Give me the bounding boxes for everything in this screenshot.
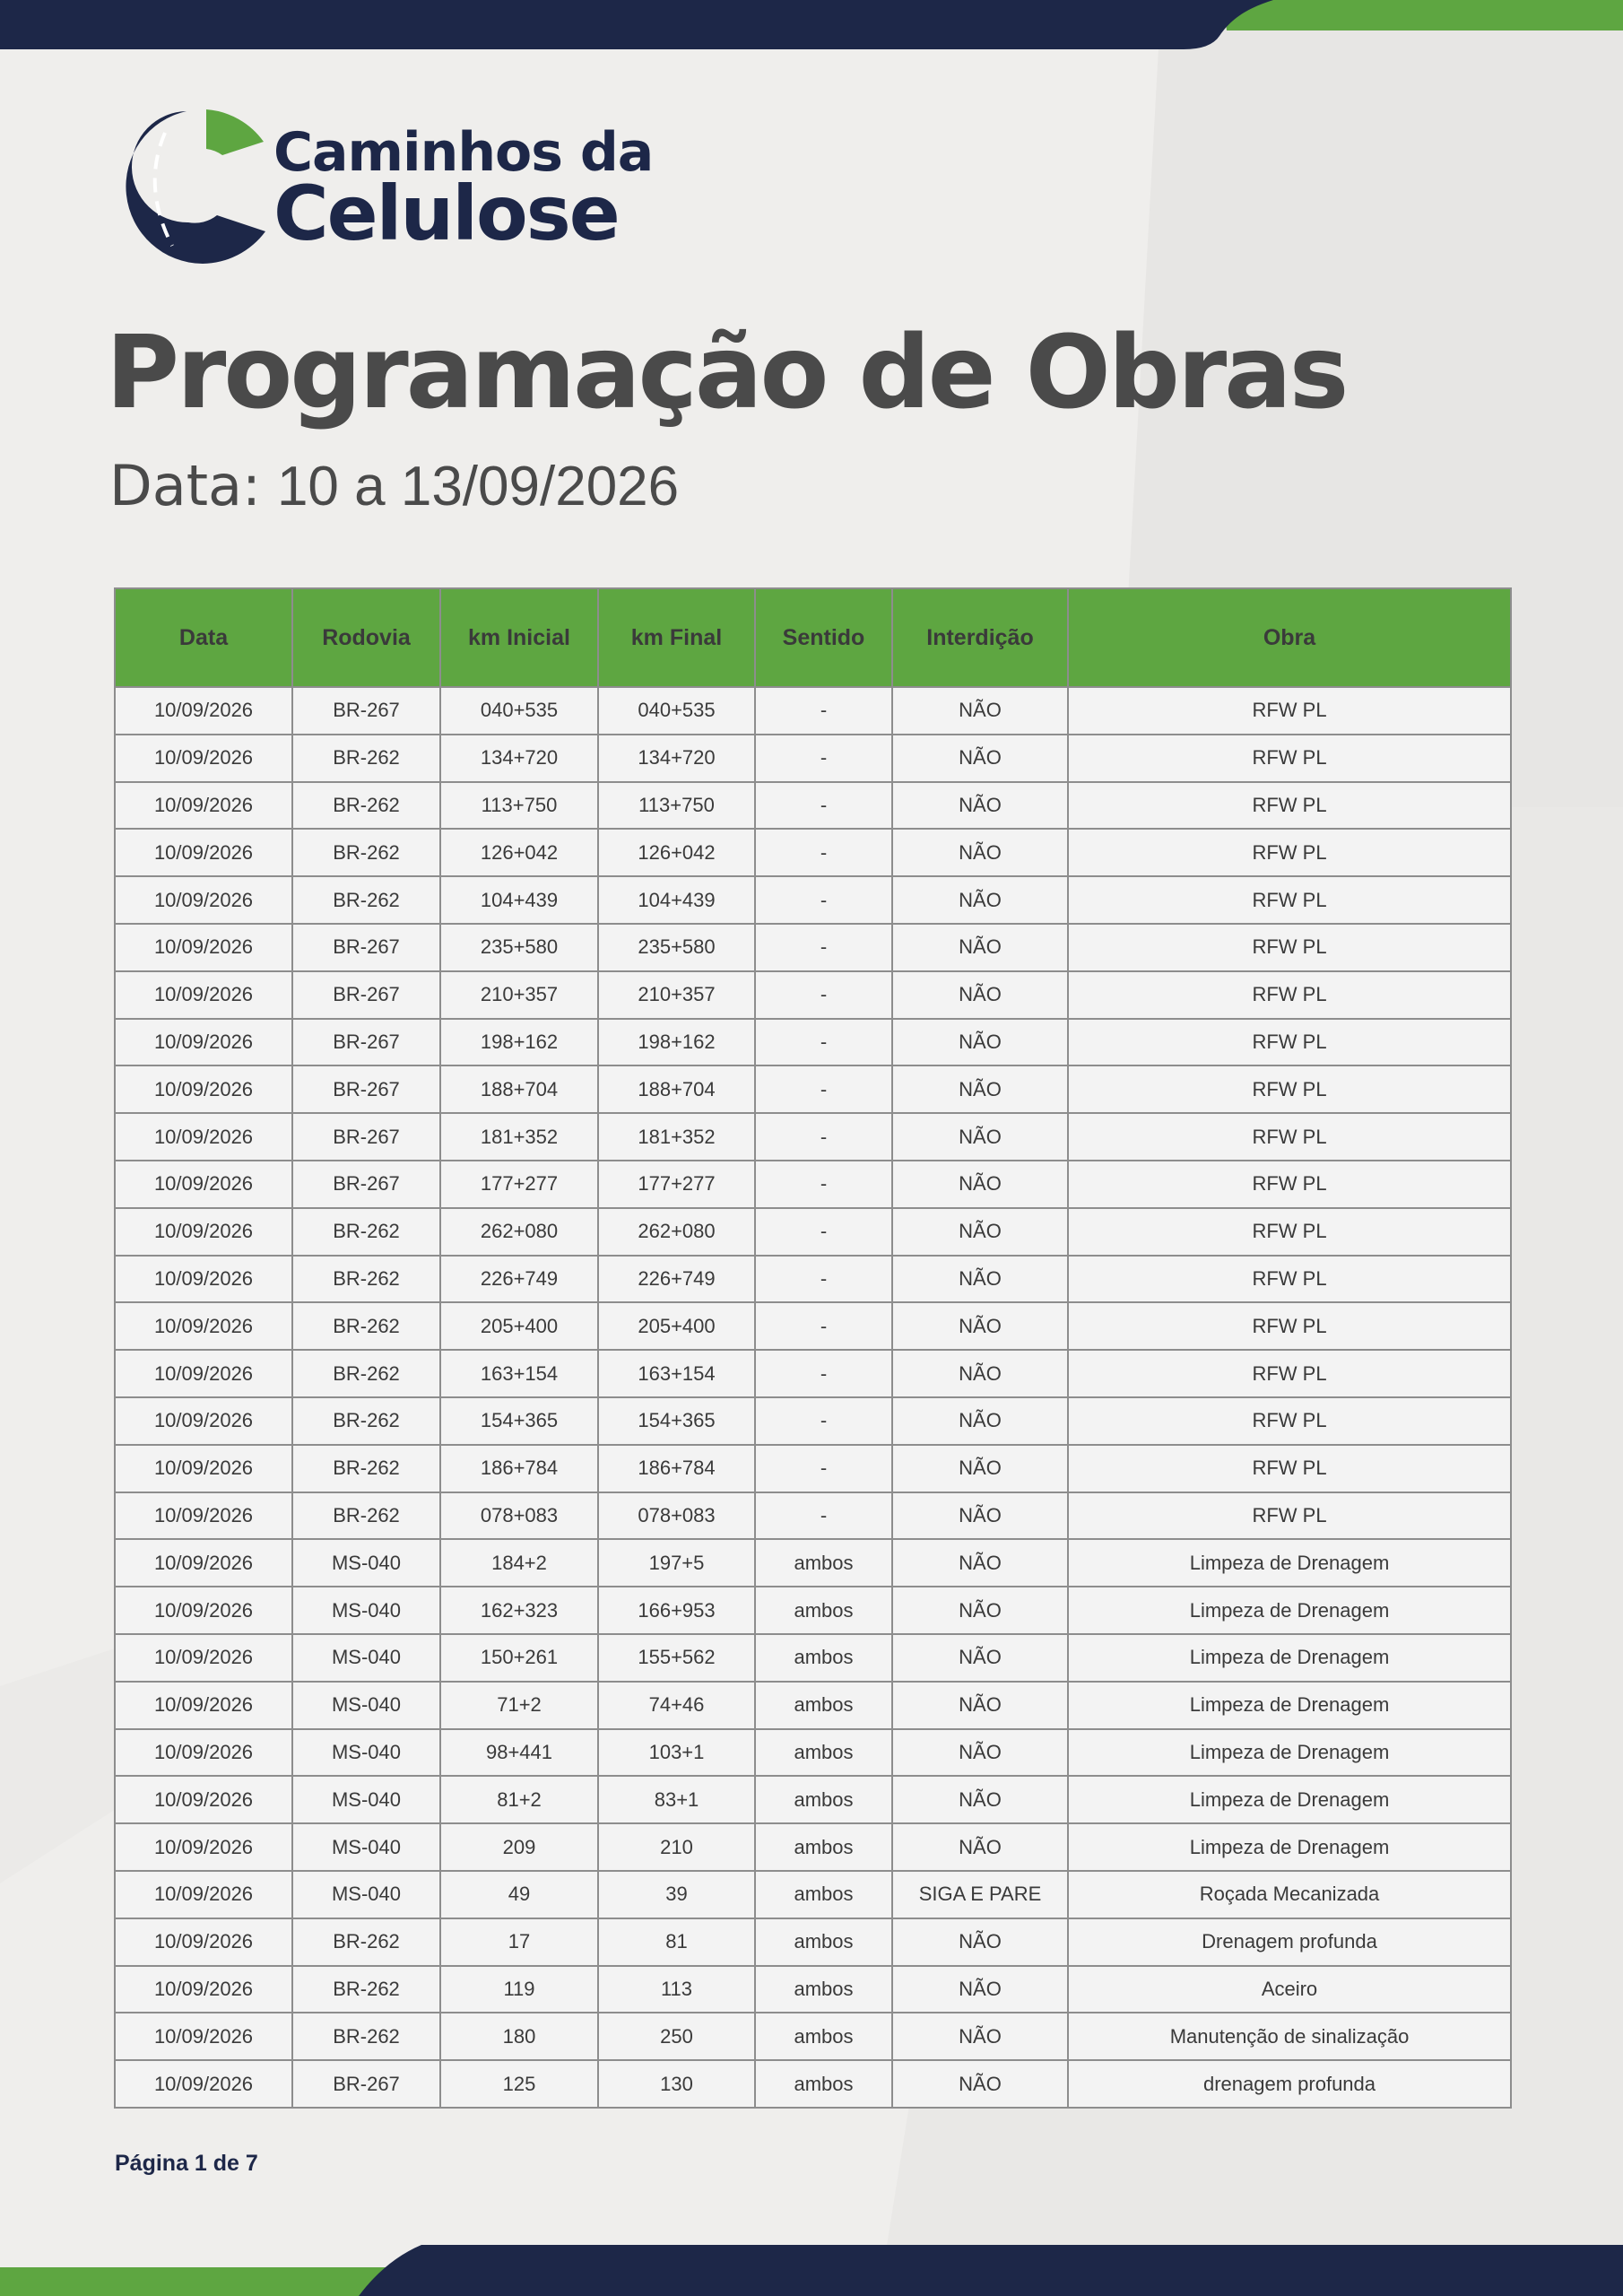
cell-sentido: - (755, 1208, 892, 1256)
cell-rodovia: BR-262 (292, 2013, 440, 2060)
cell-km-inicial: 078+083 (440, 1492, 598, 1540)
cell-date: 10/09/2026 (115, 1539, 292, 1587)
cell-obra: RFW PL (1068, 1445, 1511, 1492)
works-schedule-table (114, 587, 1512, 2109)
table-header-row (115, 588, 1511, 687)
cell-km-inicial: 104+439 (440, 876, 598, 924)
cell-rodovia: MS-040 (292, 1634, 440, 1682)
cell-km-inicial: 49 (440, 1871, 598, 1918)
cell-sentido: - (755, 829, 892, 876)
cell-km-final: 113 (598, 1966, 755, 2013)
cell-sentido: - (755, 735, 892, 782)
cell-interdicao: NÃO (892, 1256, 1068, 1303)
cell-km-inicial: 177+277 (440, 1161, 598, 1208)
bottom-banner (0, 2245, 1623, 2296)
cell-sentido: ambos (755, 1918, 892, 1966)
cell-km-final: 155+562 (598, 1634, 755, 1682)
cell-km-final: 177+277 (598, 1161, 755, 1208)
cell-date: 10/09/2026 (115, 1445, 292, 1492)
cell-obra: Limpeza de Drenagem (1068, 1682, 1511, 1729)
cell-date: 10/09/2026 (115, 1823, 292, 1871)
cell-km-inicial: 205+400 (440, 1302, 598, 1350)
cell-km-inicial: 154+365 (440, 1397, 598, 1445)
table-row (115, 1539, 1511, 1587)
page-title: Programação de Obras (106, 315, 1347, 431)
cell-obra: Limpeza de Drenagem (1068, 1634, 1511, 1682)
cell-km-final: 83+1 (598, 1776, 755, 1823)
table-row (115, 1208, 1511, 1256)
cell-sentido: - (755, 1302, 892, 1350)
cell-obra: RFW PL (1068, 687, 1511, 735)
cell-sentido: - (755, 1113, 892, 1161)
cell-rodovia: BR-262 (292, 1302, 440, 1350)
cell-interdicao: NÃO (892, 1966, 1068, 2013)
cell-sentido: - (755, 1397, 892, 1445)
column-header-rodovia: Rodovia (292, 588, 440, 687)
cell-date: 10/09/2026 (115, 1776, 292, 1823)
cell-km-inicial: 81+2 (440, 1776, 598, 1823)
cell-obra: Aceiro (1068, 1966, 1511, 2013)
cell-rodovia: BR-262 (292, 876, 440, 924)
cell-sentido: - (755, 1065, 892, 1113)
cell-km-final: 198+162 (598, 1019, 755, 1066)
column-header-km-final: km Final (598, 588, 755, 687)
cell-interdicao: NÃO (892, 782, 1068, 830)
cell-date: 10/09/2026 (115, 1871, 292, 1918)
cell-date: 10/09/2026 (115, 1019, 292, 1066)
cell-date: 10/09/2026 (115, 1634, 292, 1682)
cell-km-final: 104+439 (598, 876, 755, 924)
cell-date: 10/09/2026 (115, 735, 292, 782)
cell-obra: Limpeza de Drenagem (1068, 1587, 1511, 1634)
cell-sentido: ambos (755, 2060, 892, 2108)
cell-interdicao: NÃO (892, 735, 1068, 782)
cell-sentido: - (755, 1019, 892, 1066)
cell-rodovia: BR-262 (292, 1492, 440, 1540)
cell-km-final: 205+400 (598, 1302, 755, 1350)
cell-date: 10/09/2026 (115, 782, 292, 830)
table-row (115, 829, 1511, 876)
cell-interdicao: NÃO (892, 2013, 1068, 2060)
date-label: Data: (109, 453, 261, 518)
table-row (115, 1871, 1511, 1918)
table-row (115, 971, 1511, 1019)
cell-date: 10/09/2026 (115, 1966, 292, 2013)
cell-sentido: - (755, 876, 892, 924)
cell-km-inicial: 226+749 (440, 1256, 598, 1303)
cell-sentido: ambos (755, 1539, 892, 1587)
cell-km-inicial: 98+441 (440, 1729, 598, 1777)
cell-km-final: 188+704 (598, 1065, 755, 1113)
cell-interdicao: NÃO (892, 1823, 1068, 1871)
table-row (115, 924, 1511, 971)
cell-obra: Limpeza de Drenagem (1068, 1539, 1511, 1587)
cell-obra: Limpeza de Drenagem (1068, 1776, 1511, 1823)
logo-line1: Caminhos da (273, 121, 654, 184)
table-row (115, 1682, 1511, 1729)
column-header-date: Data (115, 588, 292, 687)
logo-line2: Celulose (273, 170, 619, 257)
cell-date: 10/09/2026 (115, 971, 292, 1019)
table-header (115, 588, 1511, 687)
cell-km-final: 262+080 (598, 1208, 755, 1256)
cell-km-inicial: 188+704 (440, 1065, 598, 1113)
column-header-obra: Obra (1068, 588, 1511, 687)
cell-date: 10/09/2026 (115, 1208, 292, 1256)
cell-obra: RFW PL (1068, 829, 1511, 876)
cell-km-inicial: 119 (440, 1966, 598, 2013)
column-header-interdicao: Interdição (892, 588, 1068, 687)
cell-km-inicial: 181+352 (440, 1113, 598, 1161)
cell-km-final: 235+580 (598, 924, 755, 971)
cell-date: 10/09/2026 (115, 1113, 292, 1161)
cell-sentido: ambos (755, 1966, 892, 2013)
cell-km-final: 39 (598, 1871, 755, 1918)
table-row (115, 1302, 1511, 1350)
cell-obra: drenagem profunda (1068, 2060, 1511, 2108)
cell-rodovia: BR-267 (292, 1019, 440, 1066)
cell-km-final: 81 (598, 1918, 755, 1966)
cell-km-final: 166+953 (598, 1587, 755, 1634)
cell-km-inicial: 162+323 (440, 1587, 598, 1634)
cell-rodovia: BR-267 (292, 924, 440, 971)
cell-rodovia: BR-262 (292, 1918, 440, 1966)
table-row (115, 1161, 1511, 1208)
cell-interdicao: NÃO (892, 1019, 1068, 1066)
cell-rodovia: MS-040 (292, 1539, 440, 1587)
cell-interdicao: NÃO (892, 1539, 1068, 1587)
cell-km-inicial: 235+580 (440, 924, 598, 971)
cell-date: 10/09/2026 (115, 1161, 292, 1208)
cell-rodovia: BR-267 (292, 2060, 440, 2108)
cell-km-inicial: 198+162 (440, 1019, 598, 1066)
cell-km-final: 163+154 (598, 1350, 755, 1397)
table-row (115, 1256, 1511, 1303)
cell-date: 10/09/2026 (115, 1918, 292, 1966)
cell-interdicao: NÃO (892, 971, 1068, 1019)
table-row (115, 1729, 1511, 1777)
column-header-km-inicial: km Inicial (440, 588, 598, 687)
cell-interdicao: NÃO (892, 1302, 1068, 1350)
cell-obra: RFW PL (1068, 1350, 1511, 1397)
cell-rodovia: MS-040 (292, 1823, 440, 1871)
cell-rodovia: BR-262 (292, 1208, 440, 1256)
cell-km-final: 078+083 (598, 1492, 755, 1540)
table-row (115, 1065, 1511, 1113)
cell-km-inicial: 113+750 (440, 782, 598, 830)
cell-rodovia: BR-267 (292, 1161, 440, 1208)
cell-rodovia: BR-262 (292, 1256, 440, 1303)
cell-interdicao: NÃO (892, 1587, 1068, 1634)
cell-interdicao: NÃO (892, 1776, 1068, 1823)
cell-date: 10/09/2026 (115, 924, 292, 971)
cell-interdicao: NÃO (892, 1634, 1068, 1682)
cell-km-final: 226+749 (598, 1256, 755, 1303)
cell-obra: Drenagem profunda (1068, 1918, 1511, 1966)
cell-rodovia: MS-040 (292, 1776, 440, 1823)
cell-km-inicial: 209 (440, 1823, 598, 1871)
table-row (115, 1634, 1511, 1682)
cell-sentido: ambos (755, 1682, 892, 1729)
cell-rodovia: BR-267 (292, 971, 440, 1019)
cell-obra: RFW PL (1068, 876, 1511, 924)
table-row (115, 1776, 1511, 1823)
cell-interdicao: NÃO (892, 1492, 1068, 1540)
cell-rodovia: BR-262 (292, 1350, 440, 1397)
cell-km-inicial: 17 (440, 1918, 598, 1966)
cell-km-inicial: 134+720 (440, 735, 598, 782)
cell-rodovia: MS-040 (292, 1729, 440, 1777)
date-value: 10 a 13/09/2026 (276, 456, 680, 517)
cell-date: 10/09/2026 (115, 1302, 292, 1350)
cell-km-final: 197+5 (598, 1539, 755, 1587)
page-number: Página 1 de 7 (115, 2151, 258, 2176)
table-row (115, 2013, 1511, 2060)
cell-date: 10/09/2026 (115, 2060, 292, 2108)
cell-km-final: 210+357 (598, 971, 755, 1019)
cell-obra: RFW PL (1068, 1397, 1511, 1445)
cell-km-inicial: 126+042 (440, 829, 598, 876)
table-row (115, 1397, 1511, 1445)
cell-obra: RFW PL (1068, 1302, 1511, 1350)
cell-km-final: 186+784 (598, 1445, 755, 1492)
cell-rodovia: MS-040 (292, 1587, 440, 1634)
cell-date: 10/09/2026 (115, 1397, 292, 1445)
cell-km-final: 103+1 (598, 1729, 755, 1777)
cell-obra: RFW PL (1068, 1256, 1511, 1303)
cell-date: 10/09/2026 (115, 876, 292, 924)
cell-interdicao: NÃO (892, 1397, 1068, 1445)
cell-sentido: - (755, 1161, 892, 1208)
cell-obra: RFW PL (1068, 1492, 1511, 1540)
table-row (115, 1350, 1511, 1397)
table-row (115, 687, 1511, 735)
cell-date: 10/09/2026 (115, 1256, 292, 1303)
cell-km-final: 130 (598, 2060, 755, 2108)
cell-obra: Roçada Mecanizada (1068, 1871, 1511, 1918)
cell-km-inicial: 186+784 (440, 1445, 598, 1492)
cell-interdicao: NÃO (892, 1729, 1068, 1777)
cell-date: 10/09/2026 (115, 687, 292, 735)
cell-obra: Limpeza de Drenagem (1068, 1823, 1511, 1871)
cell-sentido: ambos (755, 1776, 892, 1823)
cell-rodovia: BR-262 (292, 1445, 440, 1492)
cell-sentido: - (755, 687, 892, 735)
cell-rodovia: BR-262 (292, 782, 440, 830)
cell-km-final: 181+352 (598, 1113, 755, 1161)
cell-date: 10/09/2026 (115, 1492, 292, 1540)
cell-sentido: - (755, 971, 892, 1019)
cell-date: 10/09/2026 (115, 1729, 292, 1777)
table-row (115, 1823, 1511, 1871)
table-row (115, 876, 1511, 924)
cell-rodovia: MS-040 (292, 1682, 440, 1729)
column-header-sentido: Sentido (755, 588, 892, 687)
cell-sentido: ambos (755, 1587, 892, 1634)
cell-rodovia: BR-267 (292, 1065, 440, 1113)
table-row (115, 1587, 1511, 1634)
cell-sentido: ambos (755, 1823, 892, 1871)
cell-obra: RFW PL (1068, 782, 1511, 830)
cell-sentido: ambos (755, 1634, 892, 1682)
table-row (115, 782, 1511, 830)
cell-interdicao: NÃO (892, 829, 1068, 876)
cell-obra: RFW PL (1068, 971, 1511, 1019)
cell-date: 10/09/2026 (115, 1350, 292, 1397)
cell-interdicao: NÃO (892, 924, 1068, 971)
cell-km-inicial: 210+357 (440, 971, 598, 1019)
cell-obra: RFW PL (1068, 1065, 1511, 1113)
cell-interdicao: NÃO (892, 876, 1068, 924)
cell-interdicao: NÃO (892, 1918, 1068, 1966)
cell-km-final: 154+365 (598, 1397, 755, 1445)
cell-interdicao: NÃO (892, 1161, 1068, 1208)
cell-interdicao: NÃO (892, 2060, 1068, 2108)
cell-obra: Limpeza de Drenagem (1068, 1729, 1511, 1777)
cell-sentido: ambos (755, 1871, 892, 1918)
cell-km-final: 040+535 (598, 687, 755, 735)
cell-interdicao: NÃO (892, 1682, 1068, 1729)
cell-obra: RFW PL (1068, 1019, 1511, 1066)
cell-obra: RFW PL (1068, 924, 1511, 971)
cell-interdicao: NÃO (892, 1065, 1068, 1113)
table-row (115, 1966, 1511, 2013)
cell-obra: RFW PL (1068, 1113, 1511, 1161)
cell-km-final: 74+46 (598, 1682, 755, 1729)
cell-km-final: 113+750 (598, 782, 755, 830)
cell-km-inicial: 150+261 (440, 1634, 598, 1682)
cell-sentido: - (755, 782, 892, 830)
cell-rodovia: BR-262 (292, 1397, 440, 1445)
cell-date: 10/09/2026 (115, 1065, 292, 1113)
cell-rodovia: BR-262 (292, 1966, 440, 2013)
cell-sentido: - (755, 1256, 892, 1303)
cell-sentido: ambos (755, 2013, 892, 2060)
table-row (115, 1113, 1511, 1161)
cell-km-inicial: 262+080 (440, 1208, 598, 1256)
cell-km-final: 250 (598, 2013, 755, 2060)
table-row (115, 1445, 1511, 1492)
cell-interdicao: NÃO (892, 1445, 1068, 1492)
cell-rodovia: MS-040 (292, 1871, 440, 1918)
cell-sentido: ambos (755, 1729, 892, 1777)
cell-km-final: 134+720 (598, 735, 755, 782)
cell-obra: RFW PL (1068, 1208, 1511, 1256)
cell-interdicao: NÃO (892, 1350, 1068, 1397)
cell-km-inicial: 180 (440, 2013, 598, 2060)
table-row (115, 1918, 1511, 1966)
cell-km-inicial: 184+2 (440, 1539, 598, 1587)
cell-date: 10/09/2026 (115, 2013, 292, 2060)
cell-rodovia: BR-262 (292, 829, 440, 876)
table-row (115, 2060, 1511, 2108)
cell-sentido: - (755, 924, 892, 971)
cell-date: 10/09/2026 (115, 1587, 292, 1634)
cell-interdicao: NÃO (892, 1208, 1068, 1256)
cell-km-inicial: 040+535 (440, 687, 598, 735)
cell-km-final: 126+042 (598, 829, 755, 876)
table-body (115, 687, 1511, 2108)
cell-km-inicial: 71+2 (440, 1682, 598, 1729)
cell-km-inicial: 163+154 (440, 1350, 598, 1397)
cell-rodovia: BR-267 (292, 687, 440, 735)
table-row (115, 1492, 1511, 1540)
cell-obra: RFW PL (1068, 735, 1511, 782)
cell-interdicao: NÃO (892, 687, 1068, 735)
table-row (115, 735, 1511, 782)
cell-date: 10/09/2026 (115, 829, 292, 876)
cell-obra: Manutenção de sinalização (1068, 2013, 1511, 2060)
cell-sentido: - (755, 1445, 892, 1492)
cell-interdicao: SIGA E PARE (892, 1871, 1068, 1918)
cell-sentido: - (755, 1492, 892, 1540)
cell-km-inicial: 125 (440, 2060, 598, 2108)
date-line (109, 453, 679, 518)
cell-sentido: - (755, 1350, 892, 1397)
cell-rodovia: BR-267 (292, 1113, 440, 1161)
table-row (115, 1019, 1511, 1066)
cell-date: 10/09/2026 (115, 1682, 292, 1729)
logo-wordmark (273, 121, 654, 257)
cell-interdicao: NÃO (892, 1113, 1068, 1161)
cell-rodovia: BR-262 (292, 735, 440, 782)
cell-km-final: 210 (598, 1823, 755, 1871)
cell-obra: RFW PL (1068, 1161, 1511, 1208)
